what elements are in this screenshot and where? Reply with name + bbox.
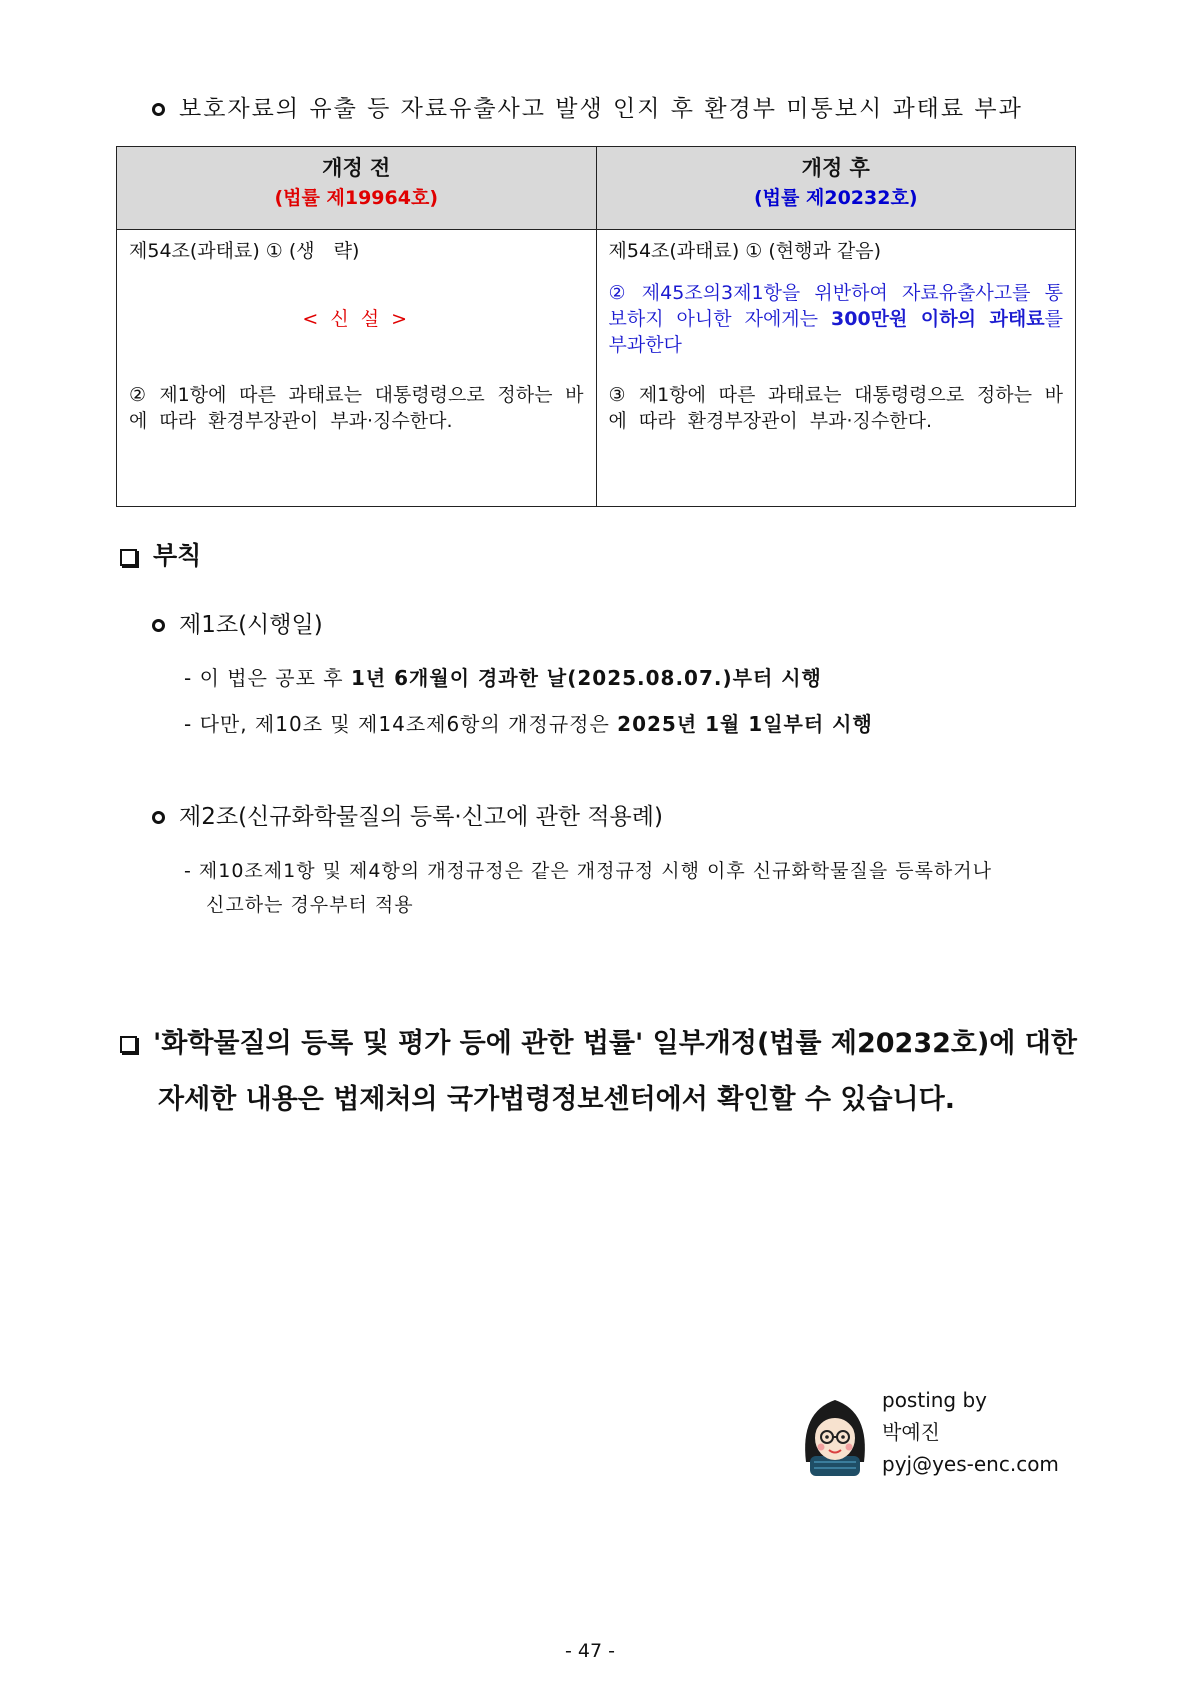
poster-email[interactable]: pyj@yes-enc.com: [882, 1452, 1059, 1476]
circle-bullet-icon: [152, 103, 165, 116]
article2-line1: - 제10조제1항 및 제4항의 개정규정은 같은 개정규정 시행 이후 신규화학물질을 등록하거나: [184, 860, 992, 882]
poster-info: posting by 박예진 pyj@yes-enc.com: [882, 1384, 1059, 1480]
closing-notice: '화학물질의 등록 및 평가 등에 관한 법률' 일부개정(법률 제20232호)에 대한 자세한 내용은 법제처의 국가법령정보센터에서 확인할 수 있습니다.: [120, 1016, 1080, 1128]
avatar-illustration: [800, 1392, 870, 1476]
article2-line2: 신고하는 경우부터 적용: [206, 894, 414, 916]
circle-bullet-icon: [152, 811, 165, 824]
page-number: - 47 -: [565, 1640, 615, 1662]
article1-line1: - 이 법은 공포 후 1년 6개월이 경과한 날(2025.08.07.)부터 시행: [184, 666, 822, 690]
law-number-after: (법률 제20232호): [754, 187, 918, 209]
article1-title: 제1조(시행일): [152, 606, 323, 639]
poster-name: 박예진: [882, 1420, 940, 1444]
table-cell-after: 제54조(과태료) ① (현행과 같음) ② 제45조의3제1항을 위반하여 자료유출사고를 통보하지 아니한 자에게는 300만원 이하의 과태료를 부과한다 ③ 제1항에 따른 과태료는 대통령령으로 정하는 바에 따라 환경부장관이 부과·징수한다.: [596, 230, 1076, 507]
square-bullet-icon: [120, 549, 137, 566]
new-provision-text: ② 제45조의3제1항을 위반하여 자료유출사고를 통보하지 아니한 자에게는 300만원 이하의 과태료를 부과한다: [608, 282, 1063, 356]
top-bullet: 보호자료의 유출 등 자료유출사고 발생 인지 후 환경부 미통보시 과태료 부과: [152, 90, 1023, 123]
article1-line2: - 다만, 제10조 및 제14조제6항의 개정규정은 2025년 1월 1일부터 시행: [184, 712, 873, 736]
law-number-before: (법률 제19964호): [274, 187, 438, 209]
table-header-after: 개정 후 (법률 제20232호): [596, 147, 1076, 230]
circle-bullet-icon: [152, 619, 165, 632]
supplementary-title: 부칙: [120, 536, 201, 572]
table-cell-before: 제54조(과태료) ① (생 략) < 신 설 > ② 제1항에 따른 과태료는 대통령령으로 정하는 바에 따라 환경부장관이 부과·징수한다.: [117, 230, 597, 507]
new-provision-label: < 신 설 >: [302, 308, 411, 330]
article2-title: 제2조(신규화학물질의 등록·신고에 관한 적용례): [152, 798, 663, 831]
square-bullet-icon: [120, 1036, 137, 1053]
table-header-before: 개정 전 (법률 제19964호): [117, 147, 597, 230]
comparison-table: [116, 146, 1076, 507]
